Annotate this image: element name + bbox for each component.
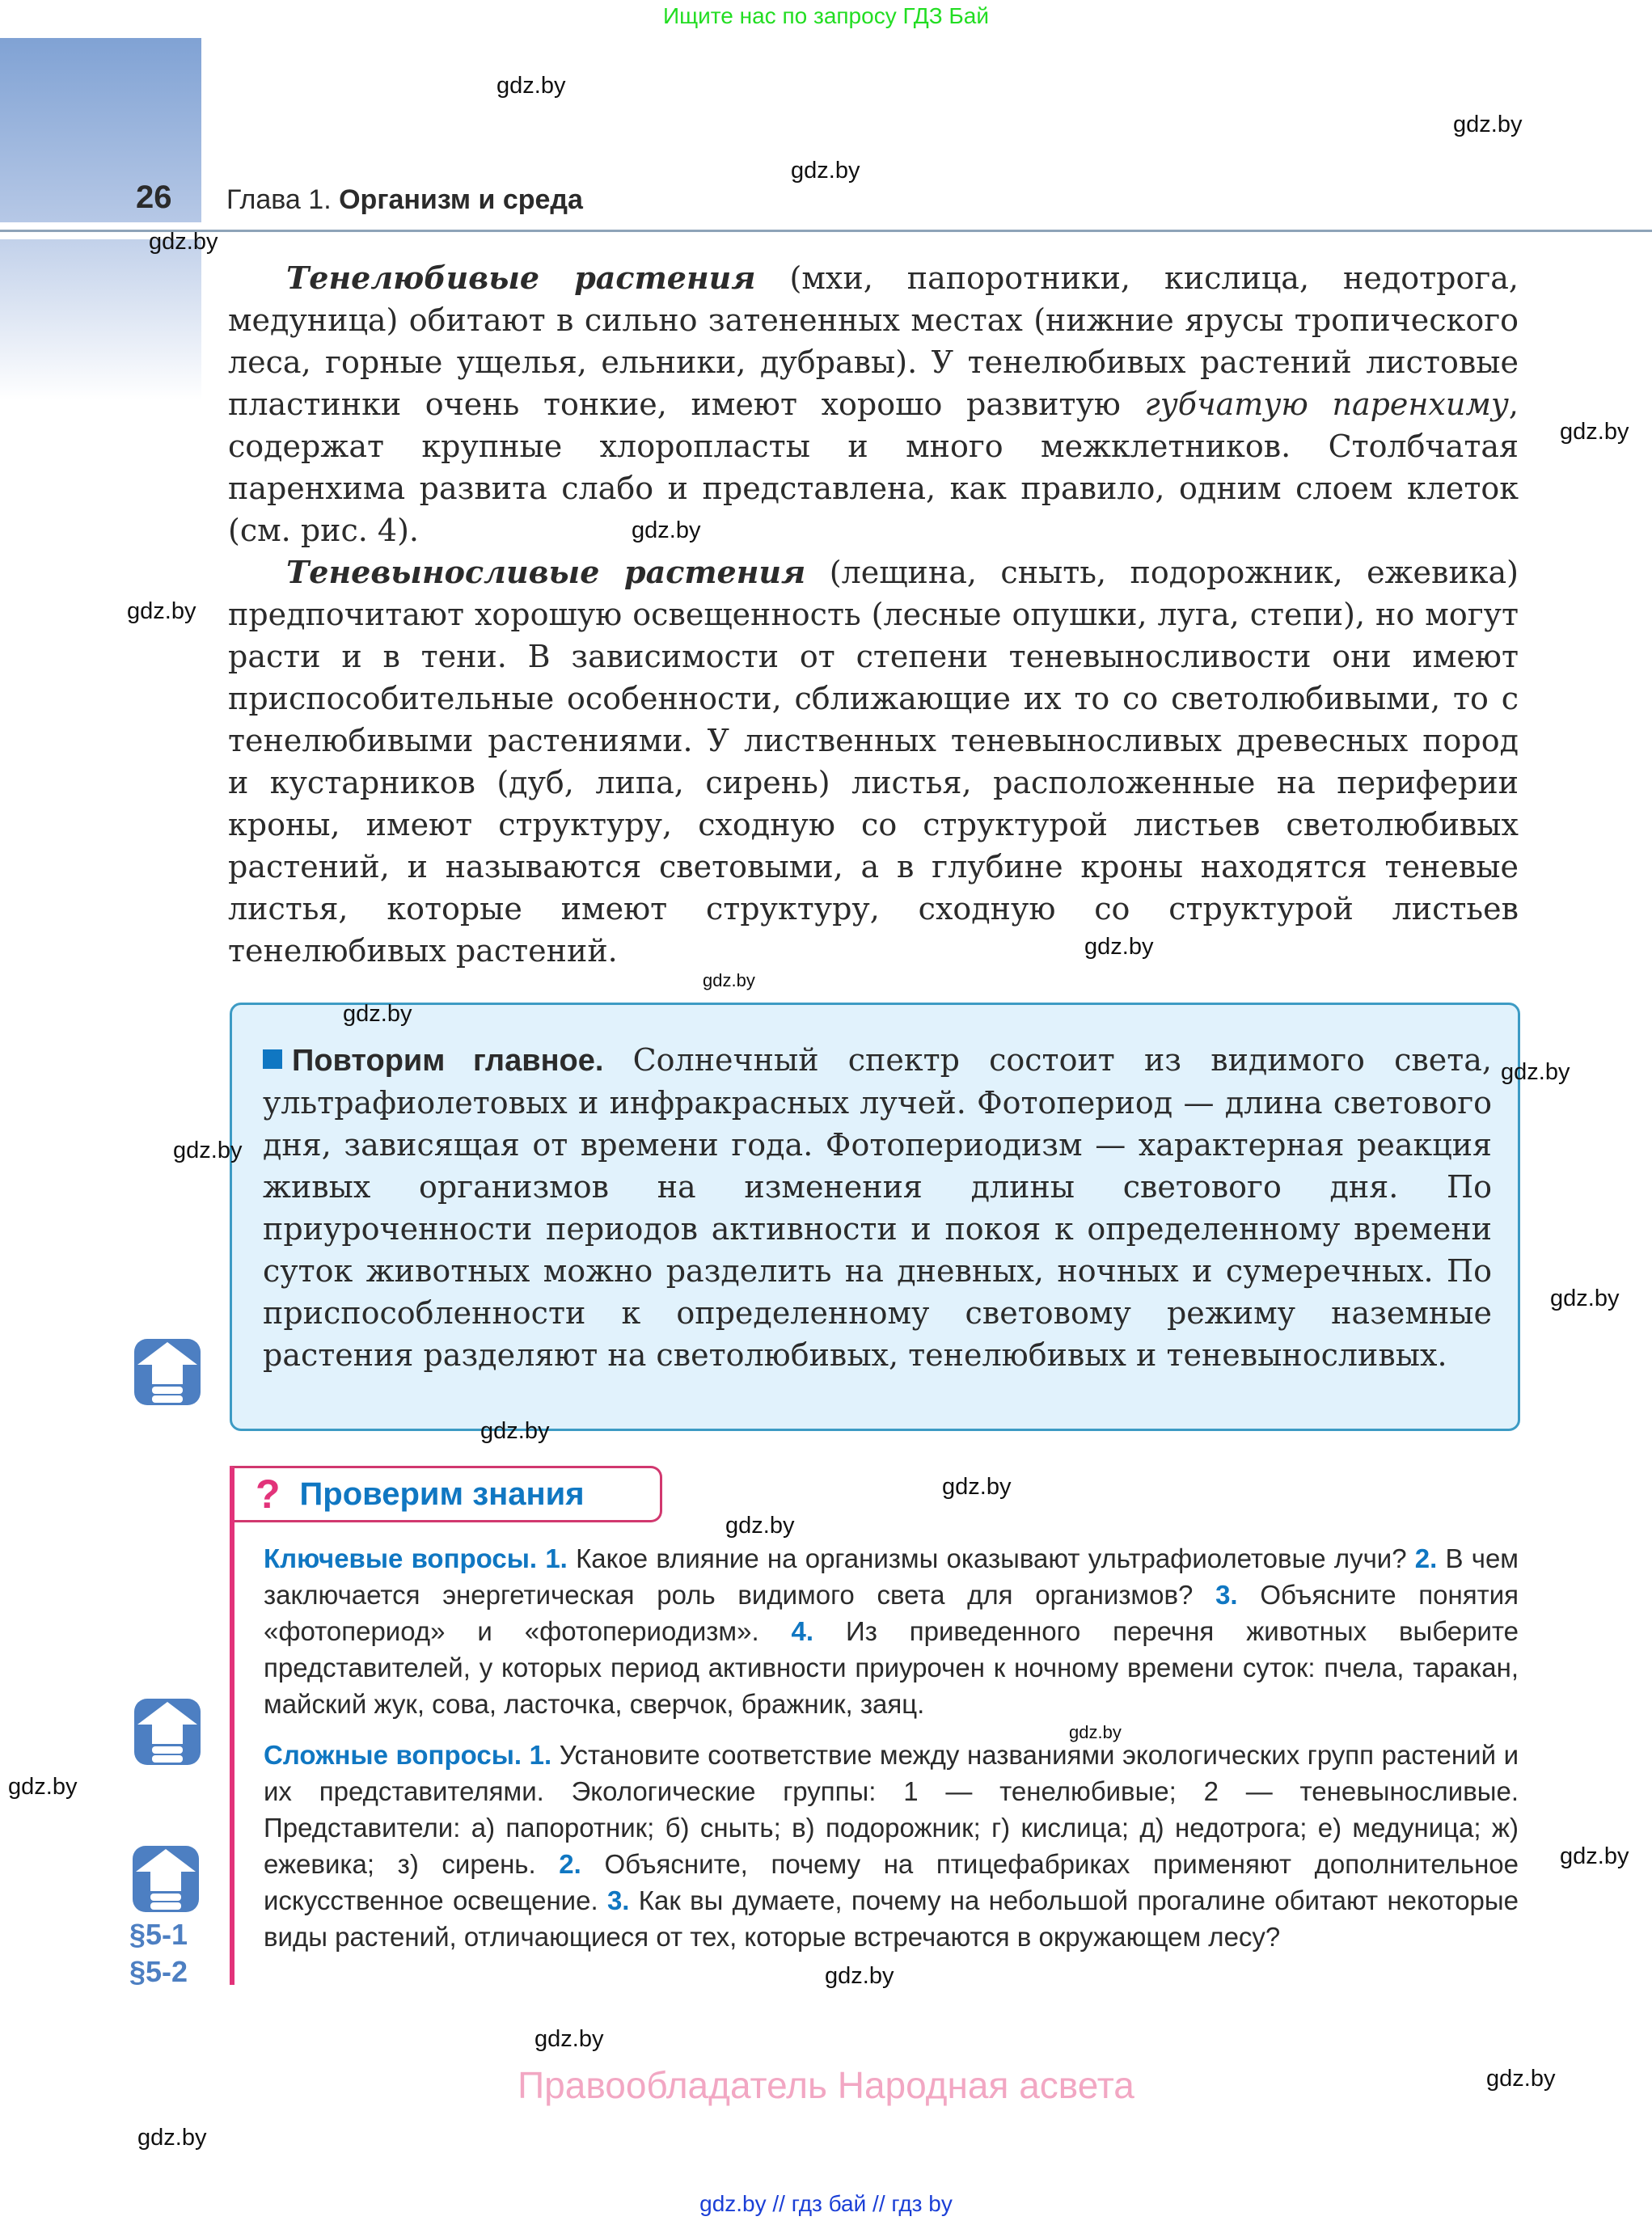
link-paragraph-5-1[interactable]: §5-1 bbox=[129, 1918, 188, 1951]
paragraph-shade-tolerant bbox=[228, 551, 1519, 972]
question-text: Объясните, почему на птицефабриках применяют дополнительное искусственное освещение. bbox=[264, 1849, 1519, 1915]
watermark: gdz.by bbox=[1486, 2066, 1556, 2092]
question-number: 3. bbox=[1215, 1580, 1238, 1610]
watermark: gdz.by bbox=[343, 1001, 412, 1027]
question-mark-icon: ? bbox=[256, 1471, 281, 1517]
question-text: Объясните понятия «фотопериод» и «фотопериодизм». bbox=[264, 1580, 1519, 1646]
watermark: gdz.by bbox=[149, 229, 218, 255]
question-number: 4. bbox=[791, 1616, 814, 1646]
watermark: gdz.by bbox=[1560, 419, 1629, 445]
watermark: gdz.by bbox=[1501, 1059, 1570, 1085]
side-strip-bottom bbox=[0, 239, 201, 401]
hard-questions-label: Сложные вопросы. bbox=[264, 1740, 522, 1770]
watermark: gdz.by bbox=[632, 517, 701, 543]
copyright: Правообладатель Народная асвета bbox=[518, 2064, 1134, 2106]
paragraph-text: (мхи, папоротники, кислица, недотрога, медуница) обитают в сильно затененных местах (нижние ярусы тропического леса, горные ущелья, ельники, дубравы). У тенелюбивых растений листовые пластинки очень тонкие, имеют хорошо развитую bbox=[228, 260, 1519, 422]
summary-text bbox=[263, 1039, 1492, 1376]
watermark: gdz.by bbox=[942, 1474, 1012, 1500]
summary-bullet-icon bbox=[263, 1049, 282, 1069]
search-banner: Ищите нас по запросу ГДЗ Бай bbox=[662, 3, 990, 28]
watermark: gdz.by bbox=[496, 73, 566, 99]
watermark: gdz.by bbox=[173, 1138, 243, 1163]
question-number: 3. bbox=[606, 1885, 630, 1915]
watermark: gdz.by bbox=[1453, 112, 1523, 137]
paragraph-shade-loving bbox=[228, 257, 1519, 551]
watermark: gdz.by bbox=[480, 1418, 550, 1444]
check-knowledge-header bbox=[230, 1466, 662, 1522]
term-shade-tolerant: Теневыносливые растения bbox=[286, 554, 806, 590]
paragraph-text: , содержат крупные хлоропласты и много межклетников. Столбчатая паренхима развита слабо и представлена, как правило, одним слоем клеток (см. рис. 4). bbox=[228, 386, 1519, 548]
footer-links[interactable]: gdz.by // гдз бай // гдз by bbox=[699, 2191, 953, 2216]
term-spongy-parenchyma: губчатую паренхиму bbox=[1144, 386, 1509, 422]
check-knowledge-bar bbox=[230, 1520, 234, 1985]
watermark: gdz.by bbox=[791, 158, 860, 184]
watermark: gdz.by bbox=[825, 1963, 894, 1989]
check-knowledge-title: Проверим знания bbox=[299, 1476, 585, 1512]
up-arrow-icon[interactable] bbox=[133, 1846, 199, 1912]
chapter-prefix: Глава 1. bbox=[226, 184, 332, 215]
question-number: 1. bbox=[529, 1740, 552, 1770]
watermark: gdz.by bbox=[534, 2026, 604, 2052]
header-rule bbox=[0, 230, 1652, 232]
watermark: gdz.by bbox=[725, 1513, 795, 1539]
watermark: gdz.by bbox=[1560, 1843, 1629, 1869]
watermark: gdz.by bbox=[127, 598, 196, 624]
question-text: Из приведенного перечня животных выберите представителей, у которых период активности приурочен к ночному времени суток: пчела, таракан, майский жук, сова, ласточка, сверчок, бражник, заяц. bbox=[264, 1616, 1519, 1719]
paragraph-text: (лещина, сныть, подорожник, ежевика) предпочитают хорошую освещенность (лесные опушки, луга, степи), но могут расти и в тени. В зависимости от степени теневыносливости они имеют приспособительные особенности, сближающие их то со светолюбивыми, то с тенелюбивыми растениями. У лиственных теневыносливых древесных пород и кустарников (дуб, липа, сирень) листья, расположенные на периферии кроны, имеют структуру, сходную со структурой листьев светолюбивых растений, и называются световыми, а в глубине кроны находятся теневые листья, которые имеют структуру, сходную со структурой листьев тенелюбивых растений. bbox=[228, 555, 1519, 969]
question-number: 1. bbox=[545, 1543, 568, 1573]
link-paragraph-5-2[interactable]: §5-2 bbox=[129, 1955, 188, 1988]
watermark: gdz.by bbox=[1084, 934, 1154, 960]
page-number: 26 bbox=[136, 179, 172, 215]
key-questions-label: Ключевые вопросы. bbox=[264, 1543, 538, 1573]
key-questions bbox=[264, 1540, 1519, 1722]
question-text: В чем заключается энергетическая роль видимого света для организмов? bbox=[264, 1543, 1519, 1610]
watermark: gdz.by bbox=[8, 1774, 78, 1800]
paragraph-links bbox=[129, 1916, 188, 1991]
watermark: gdz.by bbox=[1550, 1286, 1620, 1311]
chapter-title: Организм и среда bbox=[339, 184, 583, 215]
summary-title: Повторим главное. bbox=[292, 1044, 604, 1078]
summary-box bbox=[230, 1003, 1520, 1431]
watermark: gdz.by bbox=[1069, 1722, 1122, 1742]
summary-body: Солнечный спектр состоит из видимого света, ультрафиолетовых и инфракрасных лучей. Фотопериод — длина светового дня, зависящая от времени года. Фотопериодизм — характерная реакция живых организмов на изменения длины светового дня. По приуроченности периодов активности и покоя к определенному времени суток животных можно разделить на дневных, ночных и сумеречных. По приспособленности к определенному световому режиму наземные растения разделяют на светолюбивых, тенелюбивых и теневыносливых. bbox=[263, 1042, 1492, 1373]
term-shade-loving: Тенелюбивые растения bbox=[286, 260, 756, 296]
question-text: Как вы думаете, почему на небольшой прогалине обитают некоторые виды растений, отличающиеся от тех, которые встречаются в окружающем лесу? bbox=[264, 1885, 1519, 1952]
up-arrow-icon[interactable] bbox=[134, 1339, 201, 1405]
watermark: gdz.by bbox=[703, 970, 755, 990]
chapter-heading bbox=[226, 184, 583, 216]
watermark: gdz.by bbox=[137, 2125, 207, 2151]
body-text bbox=[228, 257, 1519, 972]
question-text: Какое влияние на организмы оказывают ультрафиолетовые лучи? bbox=[567, 1543, 1415, 1573]
up-arrow-icon[interactable] bbox=[134, 1699, 201, 1765]
question-number: 2. bbox=[1414, 1543, 1438, 1573]
hard-questions bbox=[264, 1737, 1519, 1955]
question-text: Установите соответствие между названиями экологических групп растений и их представителями. Экологические группы: 1 — тенелюбивые; 2 — теневыносливые. Представители: а) папоротник; б) сныть; в) подорожник; г) кислица; д) недотрога; е) медуница; ж) ежевика; з) сирень. bbox=[264, 1740, 1519, 1879]
question-number: 2. bbox=[559, 1849, 581, 1879]
